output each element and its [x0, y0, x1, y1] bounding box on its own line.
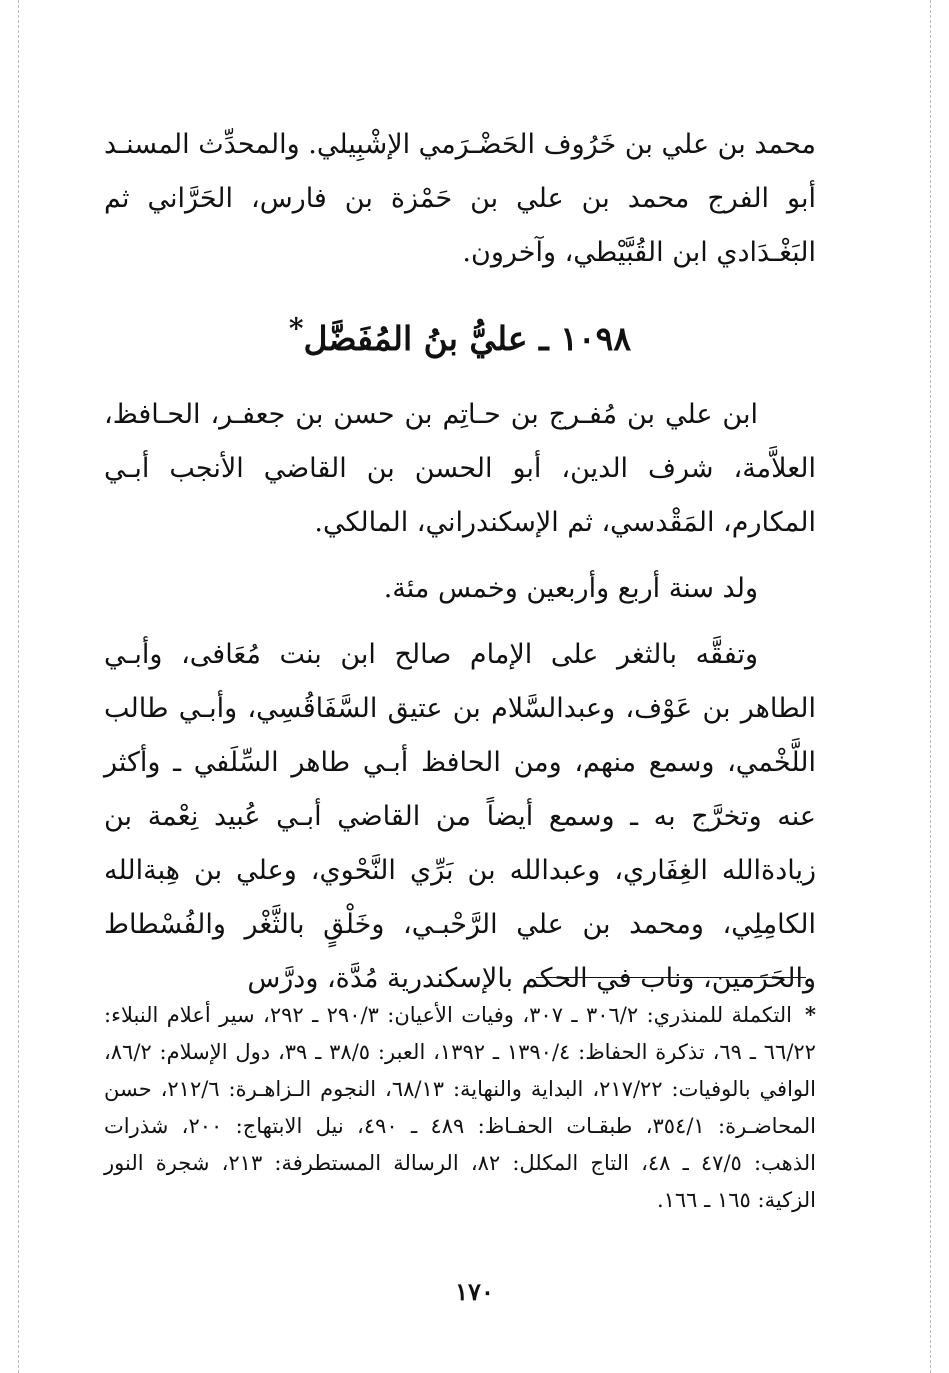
- entry-title: [104, 302, 816, 366]
- paragraph-gap: [104, 550, 816, 562]
- footnote-entry: [104, 996, 816, 1219]
- page-number: ١٧٠: [455, 1277, 494, 1306]
- entry-title-footnote-marker: *: [288, 312, 304, 345]
- paragraph-1: محمد بن علي بن خَرُوف الحَضْـرَمي الإشْبِيلي. والمحدِّث المسنـد أبو الفرج محمد بن علي بن حَمْزة بن فارس، الحَرَّاني ثم البَغْـدَادي ابن القُبَّيْطي، وآخرون.: [104, 129, 816, 268]
- scan-edge-left: [18, 0, 19, 1373]
- paragraph-4: وتفقَّه بالثغر على الإمام صالح ابن بنت مُعَافى، وأبـي الطاهر بن عَوْف، وعبدالسَّلام بن عتيق السَّفَاقُسِي، وأبـي طالب اللَّخْمي، وسمع منهم، ومن الحافظ أبـي طاهر السِّلَفي ـ وأكثر عنه وتخرَّج به ـ وسمع أيضاً من القاضي أبـي عُبيد نِعْمة بن زيادةالله الغِفَاري، وعبدالله بن بَرِّي النَّحْوي، وعلي بن هِبةالله الكامِلِي، ومحمد بن علي الرَّحْبـي، وخَلْقٍ بالثَّغْر والفُسْطاط والحَرَمين، وناب في الحكم بالإسكندرية مُدَّة، ودرَّس: [104, 639, 816, 994]
- footnote-marker: *: [805, 1002, 817, 1027]
- page-body: [104, 118, 816, 1006]
- paragraph-3: ولد سنة أربع وأربعين وخمس مئة.: [383, 573, 758, 604]
- footnote-text: التكملة للمنذري: ٣٠٦/٢ ـ ٣٠٧، وفيات الأعيان: ٢٩٠/٣ ـ ٢٩٢، سير أعلام النبلاء: ٦٦/٢٢ ـ ٦٩، تذكرة الحفاظ: ١٣٩٠/٤ ـ ١٣٩٢، العبر: ٣٨/٥ ـ ٣٩، دول الإسلام: ٨٦/٢، الوافي بالوفيات: ٢١٧/٢٢، البداية والنهاية: ٦٨/١٣، النجوم الـزاهـرة: ٢١٢/٦، حسن المحاضـرة: ٣٥٤/١، طبقـات الحفـاظ: ٤٨٩ ـ ٤٩٠، نيل الابتهاج: ٢٠٠، شذرات الذهب: ٤٧/٥ ـ ٤٨، التاج المكلل: ٨٢، الرسالة المستطرفة: ٢١٣، شجرة النور الزكية: ١٦٥ ـ ١٦٦.: [104, 1003, 817, 1212]
- paragraph-2: ابن علي بن مُفـرج بن حـاتِم بن حسن بن جعفـر، الحـافظ، العلاَّمة، شرف الدين، أبو الحسن بن القاضي الأنجب أبـي المكارم، المَقْدسي، ثم الإسكندراني، المالكي.: [104, 399, 816, 538]
- footnote-divider: [536, 977, 806, 978]
- scan-edge-right: [930, 0, 931, 1373]
- footnotes: [104, 996, 816, 1219]
- paragraph-gap: [104, 616, 816, 628]
- entry-title-text: ١٠٩٨ ـ عليُّ بنُ المُفَضَّل: [303, 319, 632, 358]
